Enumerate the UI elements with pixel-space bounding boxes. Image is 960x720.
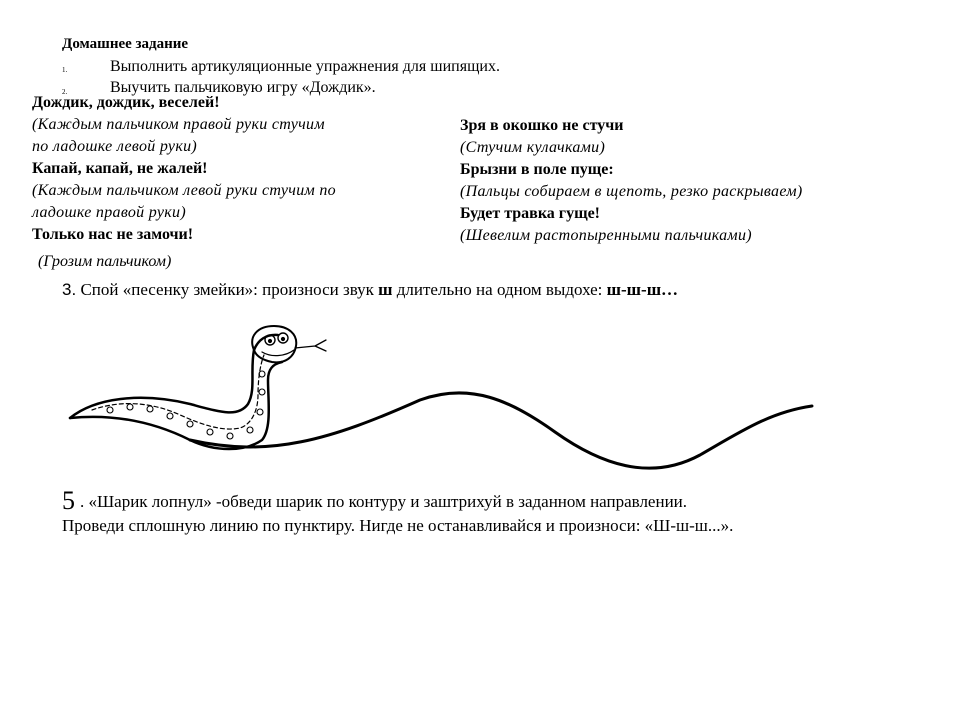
poem-line: Зря в окошко не стучи xyxy=(460,117,624,134)
poem-instruction: (Каждым пальчиком левой руки стучим по xyxy=(32,182,336,199)
poem-line: Брызни в поле пуще: xyxy=(460,161,614,178)
poem-instruction: (Пальцы собираем в щепоть, резко раскрываем) xyxy=(460,183,803,200)
homework-item-1-number: 1. xyxy=(62,66,68,74)
poem-instruction-threaten: (Грозим пальчиком) xyxy=(38,253,172,270)
poem-line: Будет травка гуще! xyxy=(460,205,600,222)
homework-item-2-number: 2. xyxy=(62,88,68,96)
task-5-number: 5 xyxy=(62,486,75,515)
task-3-sound: ш xyxy=(378,280,393,299)
poem-instruction: ладошке правой руки) xyxy=(32,204,186,221)
poem-line: Капай, капай, не жалей! xyxy=(32,160,208,177)
task-3-text: Спой «песенку змейки»: произноси звук xyxy=(76,280,379,299)
poem-instruction: (Каждым пальчиком правой руки стучим xyxy=(32,116,325,133)
homework-item-1: Выполнить артикуляционные упражнения для шипящих. xyxy=(110,58,500,75)
task-3-text-after: длительно на одном выдохе: xyxy=(392,280,607,299)
task-5-line-1: . «Шарик лопнул» -обведи шарик по контуру и заштрихуй в заданном направлении. xyxy=(80,492,688,511)
poem-line: Дождик, дождик, веселей! xyxy=(32,94,220,111)
task-5-line-2: Проведи сплошную линию по пунктиру. Нигде не останавливайся и произноси: «Ш-ш-ш...». xyxy=(62,516,734,535)
snake-icon xyxy=(70,326,812,468)
homework-item-2: Выучить пальчиковую игру «Дождик». xyxy=(110,79,376,96)
homework-title: Домашнее задание xyxy=(62,36,189,52)
task-3-sample: ш-ш-ш… xyxy=(606,280,679,299)
task-3-number: 3. xyxy=(62,280,77,299)
poem-instruction: (Шевелим растопыренными пальчиками) xyxy=(460,227,752,244)
poem-line: Только нас не замочи! xyxy=(32,226,194,243)
poem-instruction: (Стучим кулачками) xyxy=(460,139,606,156)
poem-instruction: по ладошке левой руки) xyxy=(32,138,198,155)
